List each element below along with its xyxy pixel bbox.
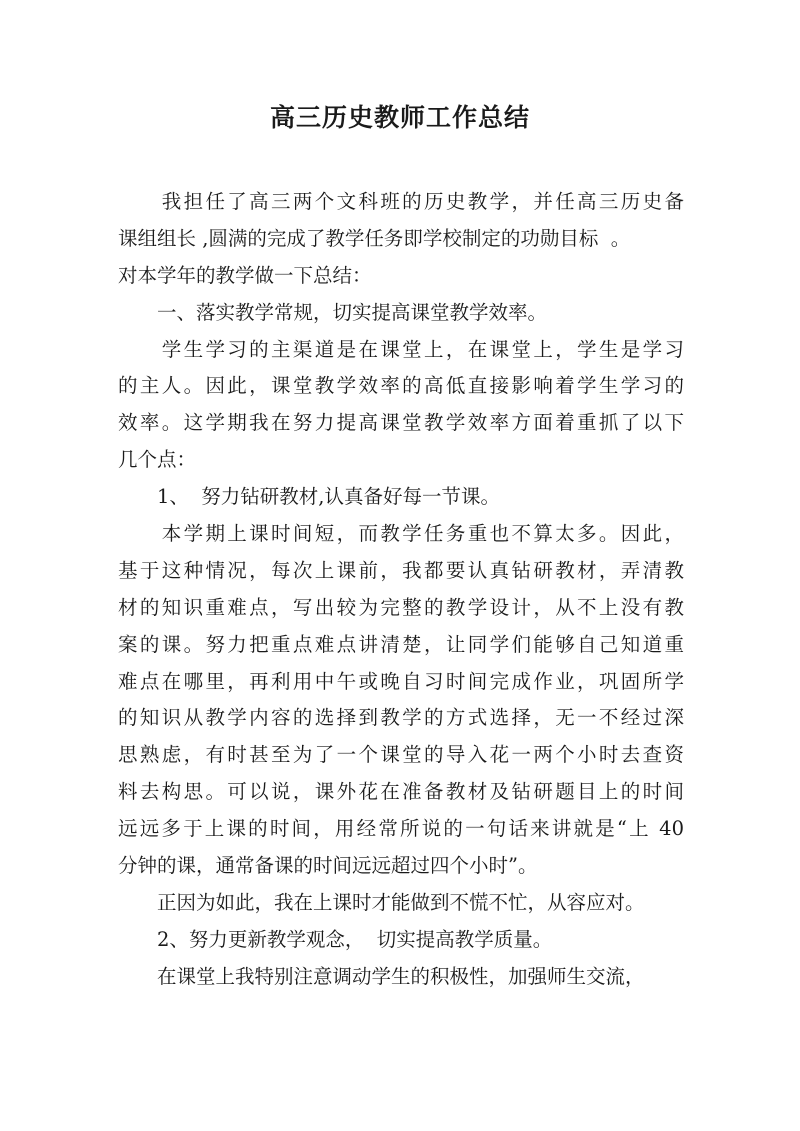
body-line: 几个点： <box>118 448 197 472</box>
document-body <box>118 184 684 996</box>
body-line: 本学期上课时间短，而教学任务重也不算太多。因此， <box>118 522 684 546</box>
body-line: 案的课。努力把重点难点讲清楚，让同学们能够自己知道重 <box>118 632 684 656</box>
body-line: 料去构思。可以说，课外花在准备教材及钻研题目上的时间 <box>118 780 684 804</box>
body-line: 的知识从教学内容的选择到教学的方式选择，无一不经过深 <box>118 706 684 730</box>
body-line: 正因为如此，我在上课时才能做到不慌不忙，从容应对。 <box>118 890 645 914</box>
body-line: 分钟的课，通常备课的时间远远超过四个小时”。 <box>118 854 538 878</box>
body-line: 的主人。因此，课堂教学效率的高低直接影响着学生学习的 <box>118 374 684 398</box>
body-line: 效率。这学期我在努力提高课堂教学效率方面着重抓了以下 <box>118 411 684 435</box>
body-line: 远远多于上课的时间，用经常所说的一句话来讲就是“上 40 <box>118 817 684 841</box>
body-line: 思熟虑，有时甚至为了一个课堂的导入花一两个小时去查资 <box>118 743 684 767</box>
body-line: 学生学习的主渠道是在课堂上，在课堂上，学生是学习 <box>118 337 684 361</box>
body-line: 对本学年的教学做一下总结： <box>118 263 372 287</box>
body-line: 1、 努力钻研教材,认真备好每一节课。 <box>118 485 501 509</box>
document-title: 高三历史教师工作总结 <box>269 103 530 132</box>
body-line: 一、落实教学常规，切实提高课堂教学效率。 <box>118 300 548 324</box>
body-line: 基于这种情况，每次上课前，我都要认真钻研教材，弄清教 <box>118 558 684 582</box>
body-line: 难点在哪里，再利用中午或晚自习时间完成作业，巩固所学 <box>118 669 684 693</box>
body-line: 我担任了高三两个文科班的历史教学，并任高三历史备 <box>118 190 684 213</box>
body-line: 材的知识重难点，写出较为完整的教学设计，从不上没有教 <box>118 595 684 619</box>
body-line: 在课堂上我特别注意调动学生的积极性，加强师生交流， <box>118 964 645 988</box>
body-line: 2、努力更新教学观念， 切实提高教学质量。 <box>118 927 553 951</box>
body-line: 课组组长 ,圆满的完成了教学任务即学校制定的功勋目标 。 <box>118 226 631 250</box>
